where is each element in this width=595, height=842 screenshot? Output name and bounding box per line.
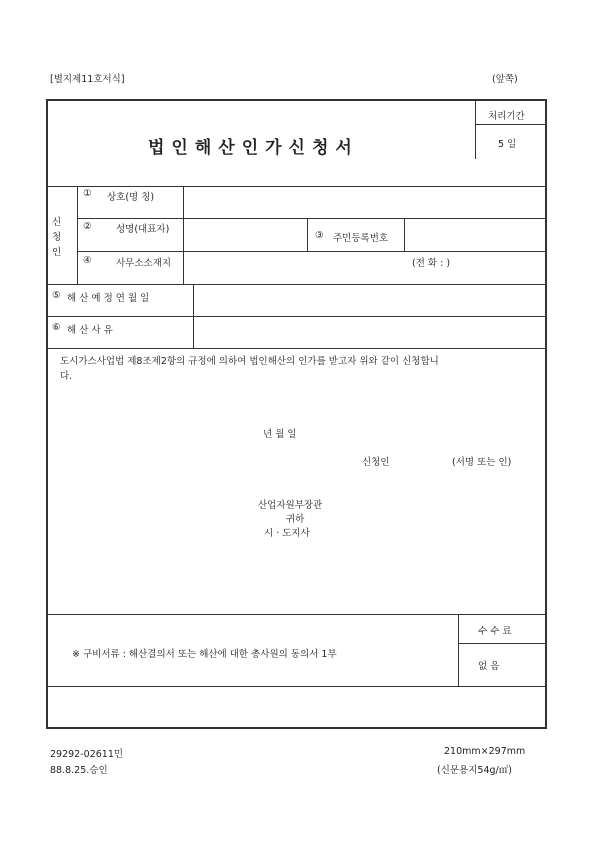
divider <box>77 251 546 252</box>
field-label-representative: 성명(대표자) <box>116 224 170 235</box>
required-documents: ※ 구비서류 : 해산결의서 또는 해산에 대한 총사원의 동의서 1부 <box>72 649 337 660</box>
fee-value: 없 음 <box>478 661 500 672</box>
applicant-sign-label: 신청인 <box>362 457 390 468</box>
recipient-governor: 시 · 도지사 <box>264 528 310 539</box>
field-label-company: 상호(명 칭) <box>107 192 155 203</box>
page-title: 법인해산인가신청서 <box>148 138 359 158</box>
footer-paper: (신문용지54g/㎡) <box>437 765 512 776</box>
applicant-label-char: 인 <box>52 247 62 258</box>
divider <box>404 218 405 251</box>
divider <box>458 643 546 644</box>
divider <box>47 316 546 317</box>
processing-label: 처리기간 <box>488 111 525 122</box>
field-label-office-address: 사무소소재지 <box>116 258 172 269</box>
recipient-minister: 산업자원부장관 <box>258 500 323 511</box>
field-number: ⑥ <box>52 322 61 333</box>
fee-label: 수 수 료 <box>478 626 512 637</box>
page-side: (앞쪽) <box>492 74 518 85</box>
applicant-label-char: 신 <box>52 217 62 228</box>
divider <box>183 186 184 284</box>
divider <box>475 100 476 159</box>
field-label-resident-number: 주민등록번호 <box>333 233 389 244</box>
field-label-dissolution-reason: 해 산 사 유 <box>67 325 113 336</box>
divider <box>458 614 459 686</box>
divider <box>307 218 308 251</box>
field-number: ④ <box>83 255 92 266</box>
divider <box>77 218 546 219</box>
phone-label: (전 화 : ) <box>412 258 451 269</box>
divider <box>77 186 78 284</box>
field-number: ⑤ <box>52 290 61 301</box>
field-label-dissolution-date: 해 산 예 정 연 월 일 <box>67 293 150 304</box>
processing-value: 5 일 <box>498 139 517 150</box>
divider <box>47 614 546 615</box>
divider <box>193 284 194 348</box>
applicant-label-char: 청 <box>52 232 62 243</box>
body-text: 도시가스사업법 제8조제2항의 규정에 의하여 법인해산의 인가를 받고자 위와 같이 신청합니 <box>60 356 439 367</box>
body-text-cont: 다. <box>60 371 73 382</box>
field-number: ③ <box>315 230 324 241</box>
field-number: ② <box>83 221 92 232</box>
sign-note: (서명 또는 인) <box>452 457 512 468</box>
divider <box>47 686 546 687</box>
date-line: 년 월 일 <box>263 429 297 440</box>
divider <box>475 124 546 125</box>
footer-approval: 88.8.25.승인 <box>50 765 108 776</box>
footer-size: 210mm×297mm <box>444 746 526 757</box>
divider <box>47 284 546 285</box>
field-number: ① <box>83 188 92 199</box>
footer-code: 29292-02611민 <box>50 749 124 760</box>
recipient-honorific: 귀하 <box>286 514 305 525</box>
divider <box>47 348 546 349</box>
form-number: [별지제11호서식] <box>50 74 125 85</box>
divider <box>47 186 546 187</box>
